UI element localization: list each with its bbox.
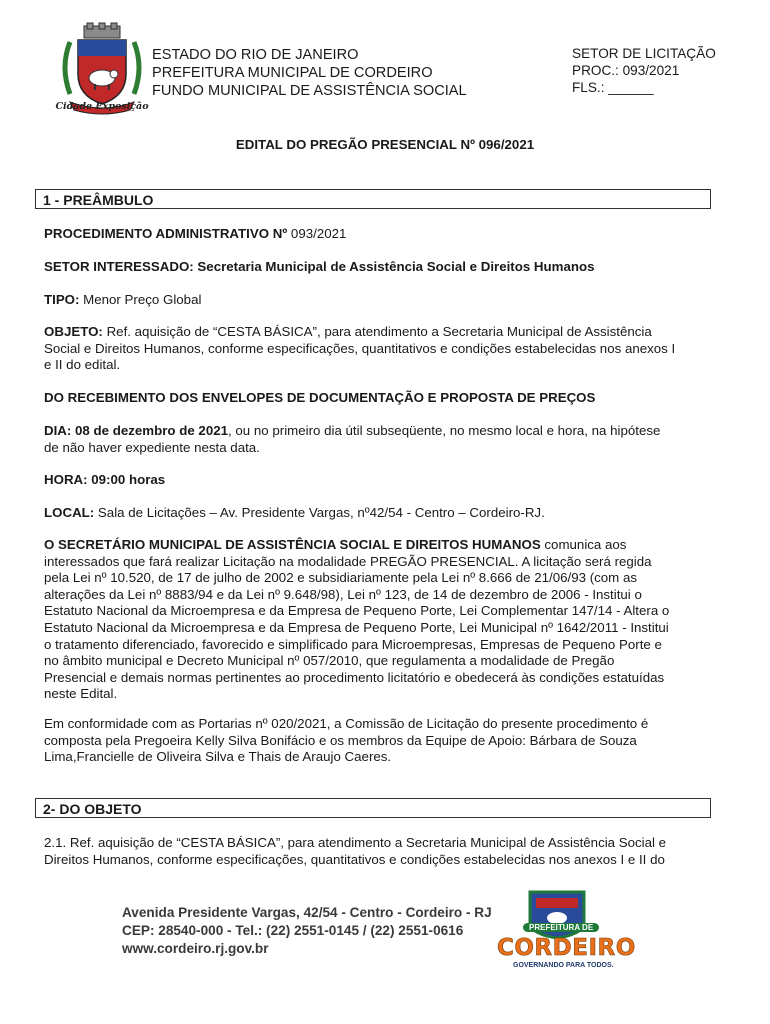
logo-wordmark: CORDEIRO xyxy=(497,935,636,961)
commission-line: Em conformidade com as Portarias nº 020/2021, a Comissão de Licitação do presente procedimento é xyxy=(44,716,649,731)
secretary-line: pela Lei nº 10.520, de 17 de julho de 2002 e subsidiariamente pela Lei nº 8.666 de 21/06/93 (com as xyxy=(44,570,637,586)
header-state: ESTADO DO RIO DE JANEIRO xyxy=(152,47,359,63)
commission-paragraph xyxy=(44,716,704,766)
section-heading-preamble: 1 - PREÂMBULO xyxy=(35,189,711,209)
object-paragraph xyxy=(44,324,704,374)
secretary-line: interessados que fará realizar Licitação na modalidade PREGÃO PRESENCIAL. A licitação será regida xyxy=(44,553,652,569)
secretary-line: Estatuto Nacional da Microempresa e da Empresa de Pequeno Porte, Lei Complementar 147/14 - Altera o xyxy=(44,603,670,619)
secretary-line: no âmbito municipal e Decreto Municipal nº 057/2010, que regulamenta a modalidade de Pregão xyxy=(44,653,615,669)
secretary-line: o tratamento diferenciado, favorecido e simplificado para Microempresas, Empresas de Pequeno Porte e xyxy=(44,636,662,652)
secretary-paragraph xyxy=(44,537,704,703)
crest-caption: Cidade Exposição xyxy=(55,101,149,112)
document-title: EDITAL DO PREGÃO PRESENCIAL Nº 096/2021 xyxy=(235,137,535,152)
location-line xyxy=(44,505,704,522)
footer-address xyxy=(122,904,492,958)
date-line: de não haver expediente nesta data. xyxy=(44,439,260,455)
header-fund: FUNDO MUNICIPAL DE ASSISTÊNCIA SOCIAL xyxy=(152,83,467,99)
header-pages: FLS.: ______ xyxy=(572,80,654,95)
commission-line: composta pela Pregoeira Kelly Silva Bonifácio e os membros da Equipe de Apoio: Bárbara de Souza xyxy=(44,732,637,748)
footer-website: www.cordeiro.rj.gov.br xyxy=(122,941,269,956)
object-item-paragraph xyxy=(44,835,704,868)
procedure-label: PROCEDIMENTO ADMINISTRATIVO Nº xyxy=(44,226,288,241)
object-item-line: Direitos Humanos, conforme especificações, quantitativos e condições estabelecidas nos anexos I e II do xyxy=(44,851,665,867)
time-line xyxy=(44,472,704,489)
secretary-line: comunica aos xyxy=(540,537,627,552)
object-line: e II do edital. xyxy=(44,357,121,373)
header-process-info xyxy=(572,45,716,96)
section-heading-object: 2- DO OBJETO xyxy=(35,798,711,818)
header-institution xyxy=(152,46,467,100)
secretary-label: O SECRETÁRIO MUNICIPAL DE ASSISTÊNCIA SOCIAL E DIREITOS HUMANOS xyxy=(44,537,541,552)
type-line xyxy=(44,292,704,309)
type-value: Menor Preço Global xyxy=(79,292,202,307)
header-process-number: PROC.: 093/2021 xyxy=(572,63,680,78)
interested-sector: SETOR INTERESSADO: Secretaria Municipal de Assistência Social e Direitos Humanos xyxy=(44,259,595,274)
date-paragraph xyxy=(44,423,704,456)
footer-street: Avenida Presidente Vargas, 42/54 - Centro - Cordeiro - RJ xyxy=(122,905,492,920)
procedure-line xyxy=(44,226,704,243)
object-line: Social e Direitos Humanos, conforme especificações, quantitativos e condições estabelecidas nos anexos I xyxy=(44,340,676,356)
location-label: LOCAL: xyxy=(44,505,95,520)
footer-phone: CEP: 28540-000 - Tel.: (22) 2551-0145 / (22) 2551-0616 xyxy=(122,923,464,938)
secretary-line: neste Edital. xyxy=(44,686,118,702)
receipt-heading-line xyxy=(44,390,704,407)
header-prefecture: PREFEITURA MUNICIPAL DE CORDEIRO xyxy=(152,65,433,81)
secretary-line: Estatuto Nacional da Microempresa e da Empresa de Pequeno Porte, Lei Municipal nº 1642/2011 - Institui xyxy=(44,619,669,635)
date-line: , ou no primeiro dia útil subseqüente, no mesmo local e hora, na hipótese xyxy=(228,423,661,438)
secretary-line: Presencial e demais normas pertinentes ao procedimento licitatório e obedecerá às condições estatuídas xyxy=(44,669,665,685)
interested-sector-line xyxy=(44,259,704,276)
time-value: HORA: 09:00 horas xyxy=(44,472,166,487)
date-label: DIA: 08 de dezembro de 2021 xyxy=(44,423,229,438)
commission-line: Lima,Francielle de Oliveira Silva e Thais de Araujo Caeres. xyxy=(44,749,392,765)
receipt-heading: DO RECEBIMENTO DOS ENVELOPES DE DOCUMENTAÇÃO E PROPOSTA DE PREÇOS xyxy=(44,390,596,405)
object-line: Ref. aquisição de “CESTA BÁSICA”, para atendimento a Secretaria Municipal de Assistência xyxy=(102,324,652,339)
object-label: OBJETO: xyxy=(44,324,103,339)
object-item-line: 2.1. Ref. aquisição de “CESTA BÁSICA”, para atendimento a Secretaria Municipal de Assistência Social e xyxy=(44,835,667,850)
type-label: TIPO: xyxy=(44,292,80,307)
logo-tagline: GOVERNANDO PARA TODOS. xyxy=(513,962,614,969)
header-sector: SETOR DE LICITAÇÃO xyxy=(572,46,716,61)
secretary-line: alterações da Lei nº 8883/94 e da Lei nº 9.648/98), Lei nº 123, de 14 de dezembro de 2006 - Institui o xyxy=(44,586,642,602)
location-value: Sala de Licitações – Av. Presidente Vargas, nº42/54 - Centro – Cordeiro-RJ. xyxy=(94,505,545,520)
procedure-value: 093/2021 xyxy=(287,226,347,241)
logo-prefecture-label: PREFEITURA DE xyxy=(523,923,599,932)
